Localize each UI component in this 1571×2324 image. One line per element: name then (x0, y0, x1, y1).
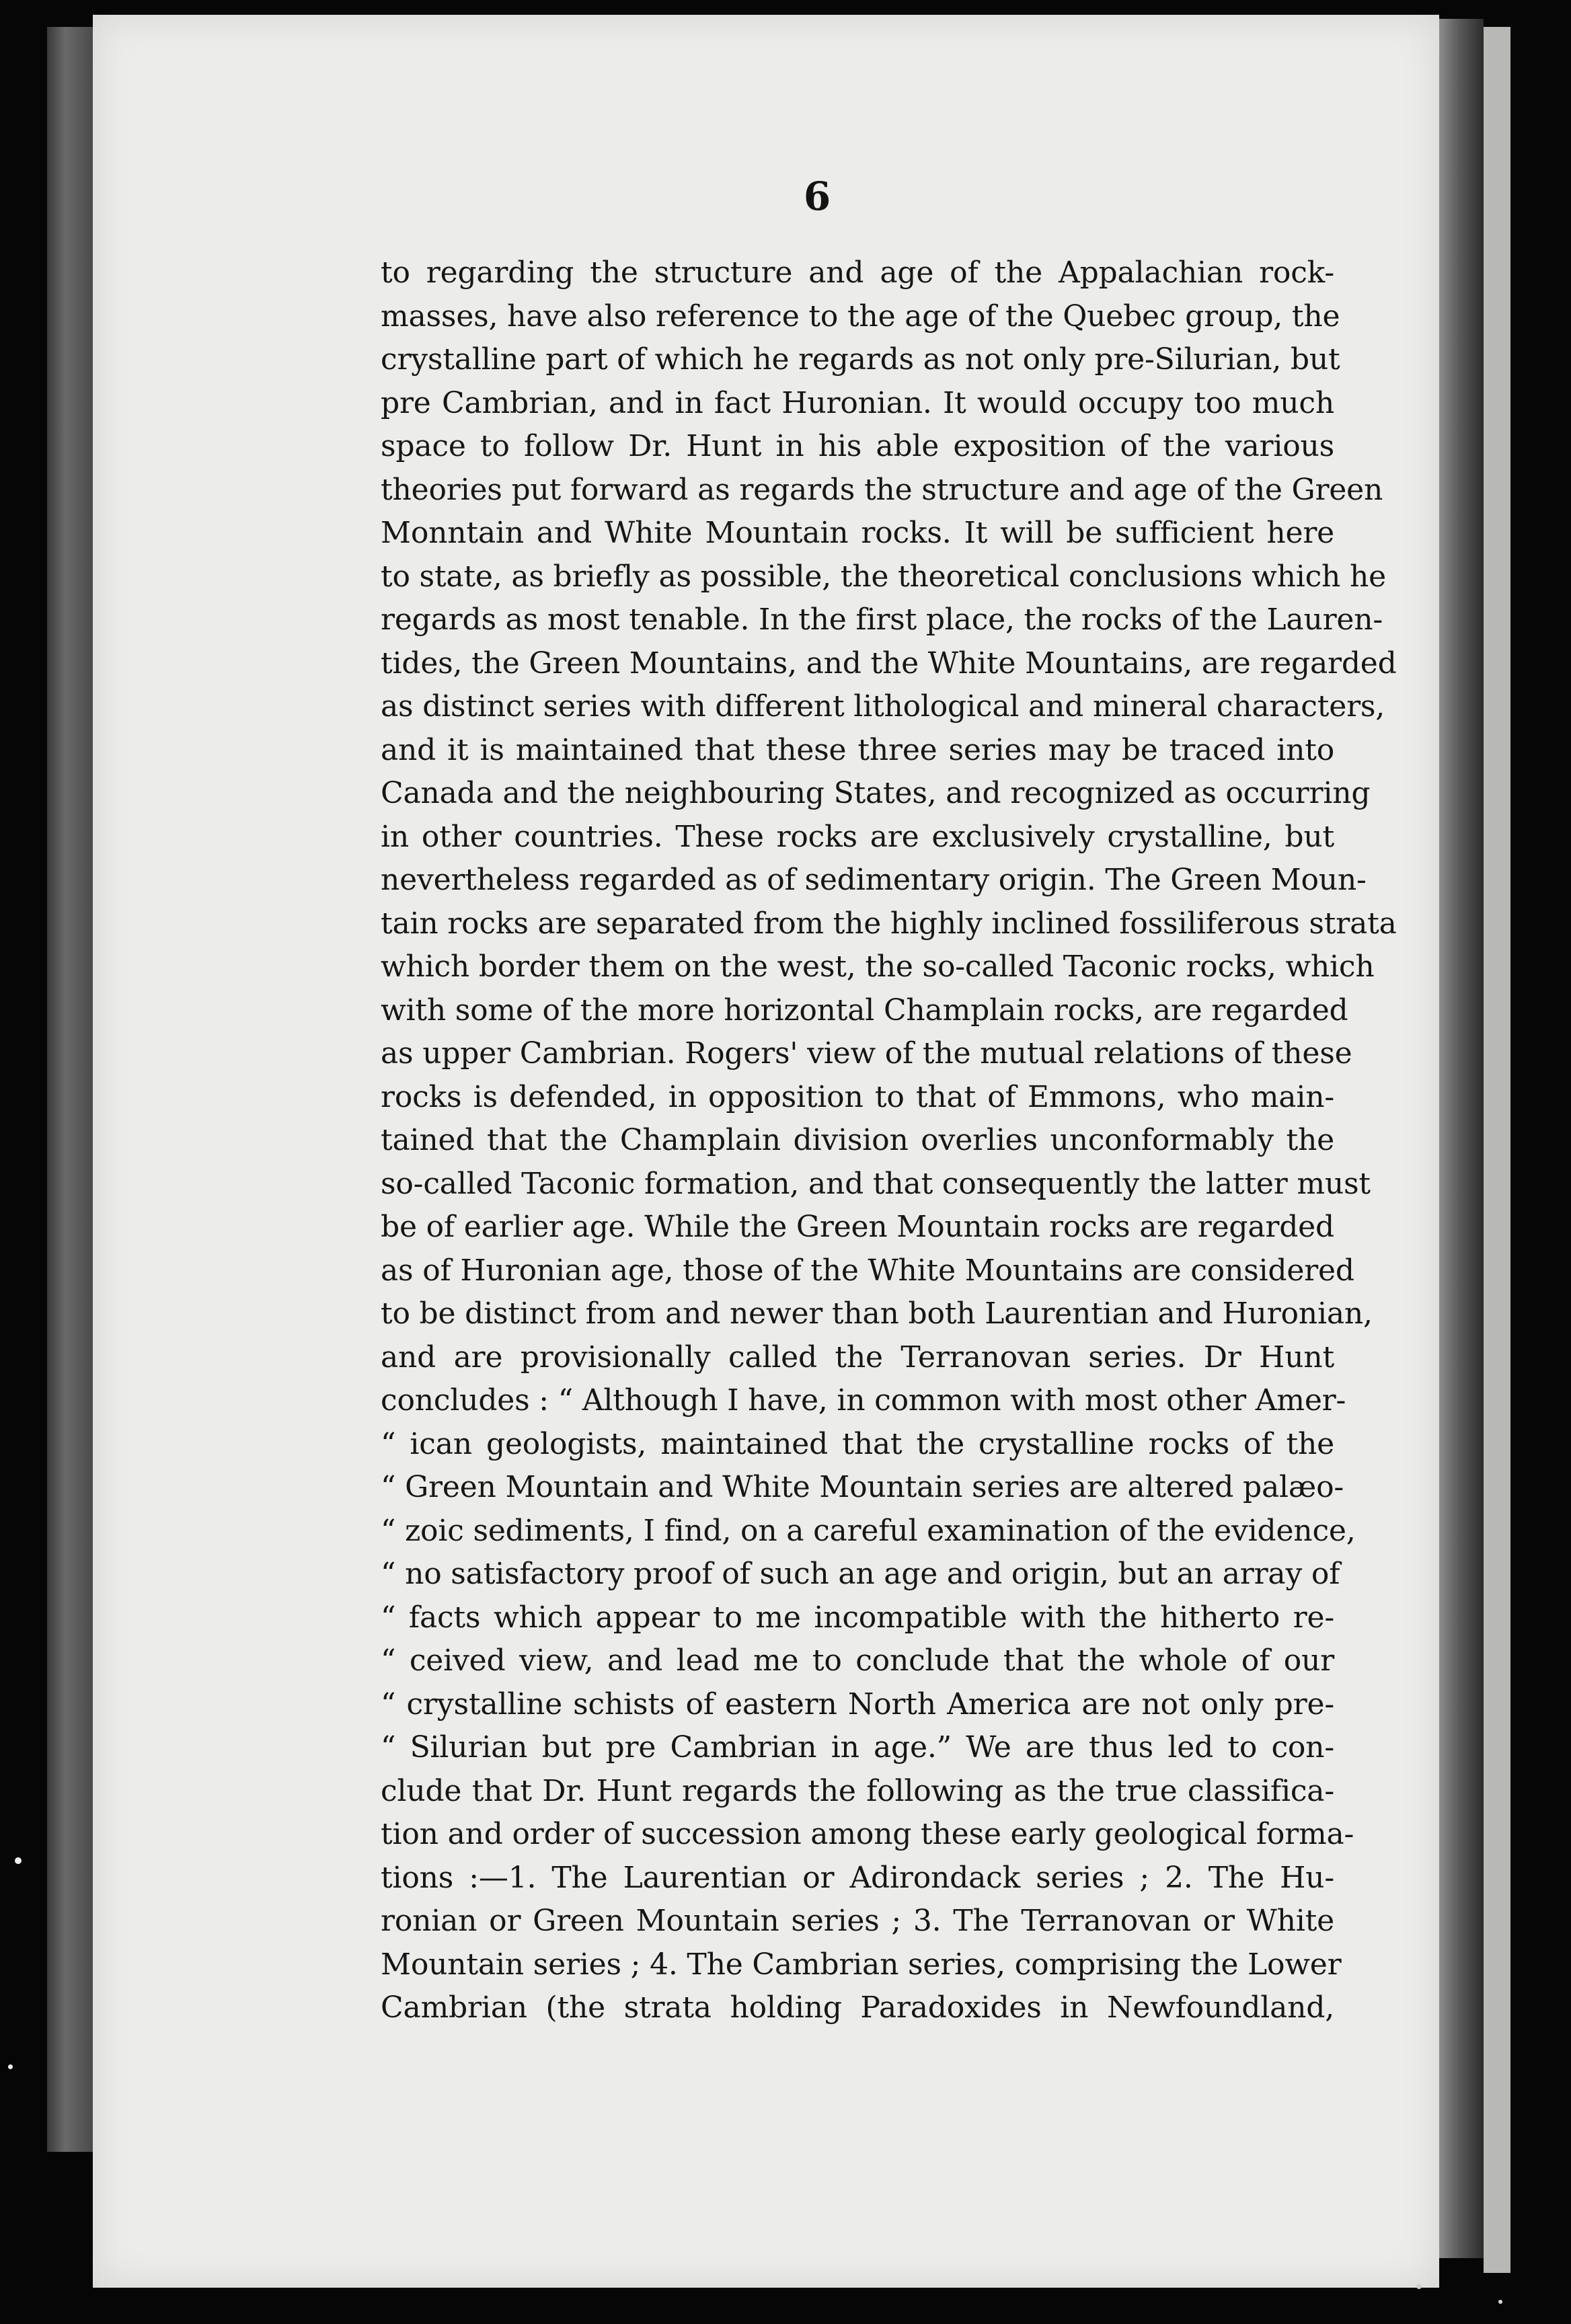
text-line: ronian or Green Mountain series ; 3. The Terranovan or White (381, 1904, 1334, 1938)
text-line: which border them on the west, the so-called Taconic rocks, which (381, 950, 1375, 984)
text-line: “ facts which appear to me incompatible with the hitherto re- (381, 1600, 1334, 1635)
scan-speck (1416, 2284, 1422, 2289)
text-line: “ crystalline schists of eastern North America are not only pre- (381, 1687, 1334, 1721)
adjacent-page-edge (1484, 27, 1510, 2273)
text-line: tion and order of succession among these early geological forma- (381, 1817, 1354, 1851)
text-line: nevertheless regarded as of sedimentary origin. The Green Moun- (381, 863, 1367, 897)
text-line: Canada and the neighbouring States, and recognized as occurring (381, 776, 1371, 810)
text-line: and are provisionally called the Terranovan series. Dr Hunt (381, 1340, 1334, 1374)
text-line: tain rocks are separated from the highly inclined fossiliferous strata (381, 906, 1397, 941)
text-line: to state, as briefly as possible, the theoretical conclusions which he (381, 559, 1386, 594)
text-line: pre Cambrian, and in fact Huronian. It would occupy too much (381, 385, 1334, 420)
text-line: as of Huronian age, those of the White Mountains are considered (381, 1253, 1354, 1288)
text-line: tained that the Champlain division overlies unconformably the (381, 1123, 1334, 1157)
text-line: Mountain series ; 4. The Cambrian series, comprising the Lower (381, 1947, 1342, 1982)
text-line: to be distinct from and newer than both Laurentian and Huronian, (381, 1296, 1373, 1331)
text-line: “ zoic sediments, I find, on a careful examination of the evidence, (381, 1513, 1356, 1548)
text-line: rocks is defended, in opposition to that of Emmons, who main- (381, 1079, 1334, 1114)
scan-speck (15, 1857, 22, 1864)
text-line: as distinct series with different lithological and mineral characters, (381, 689, 1385, 724)
scan-speck (1498, 2300, 1502, 2304)
left-binding-edge (47, 27, 93, 2152)
text-line: tions :—1. The Laurentian or Adirondack series ; 2. The Hu- (381, 1860, 1334, 1895)
page-number: 6 (803, 173, 831, 219)
page-fold-shadow (1439, 19, 1484, 2258)
text-line: with some of the more horizontal Champlain rocks, are regarded (381, 993, 1348, 1028)
scan-speck (8, 2064, 13, 2069)
text-line: regards as most tenable. In the first place, the rocks of the Lauren- (381, 603, 1383, 637)
text-line: space to follow Dr. Hunt in his able exposition of the various (381, 429, 1334, 463)
text-line: clude that Dr. Hunt regards the following as the true classifica- (381, 1773, 1334, 1808)
text-line: “ ican geologists, maintained that the crystalline rocks of the (381, 1426, 1334, 1461)
text-line: as upper Cambrian. Rogers' view of the mutual relations of these (381, 1036, 1352, 1071)
text-line: theories put forward as regards the structure and age of the Green (381, 472, 1383, 507)
text-line: to regarding the structure and age of the Appalachian rock- (381, 256, 1334, 290)
text-line: “ ceived view, and lead me to conclude that the whole of our (381, 1643, 1334, 1678)
text-line: crystalline part of which he regards as not only pre-Silurian, but (381, 342, 1340, 377)
text-line: be of earlier age. While the Green Mountain rocks are regarded (381, 1210, 1334, 1244)
text-line: and it is maintained that these three series may be traced into (381, 732, 1334, 767)
text-line: concludes : “ Although I have, in common with most other Amer- (381, 1383, 1346, 1418)
text-line: “ no satisfactory proof of such an age and origin, but an array of (381, 1557, 1340, 1591)
text-line: tides, the Green Mountains, and the White Mountains, are regarded (381, 646, 1397, 681)
text-line: Cambrian (the strata holding Paradoxides in Newfoundland, (381, 1990, 1334, 2025)
text-line: “ Silurian but pre Cambrian in age.” We are thus led to con- (381, 1730, 1334, 1765)
text-line: “ Green Mountain and White Mountain series are altered palæo- (381, 1470, 1344, 1504)
text-line: in other countries. These rocks are exclusively crystalline, but (381, 819, 1334, 854)
text-line: Monntain and White Mountain rocks. It will be sufficient here (381, 516, 1334, 550)
text-line: masses, have also reference to the age of the Quebec group, the (381, 299, 1340, 334)
text-line: so-called Taconic formation, and that consequently the latter must (381, 1166, 1371, 1201)
body-text (381, 251, 1397, 2030)
